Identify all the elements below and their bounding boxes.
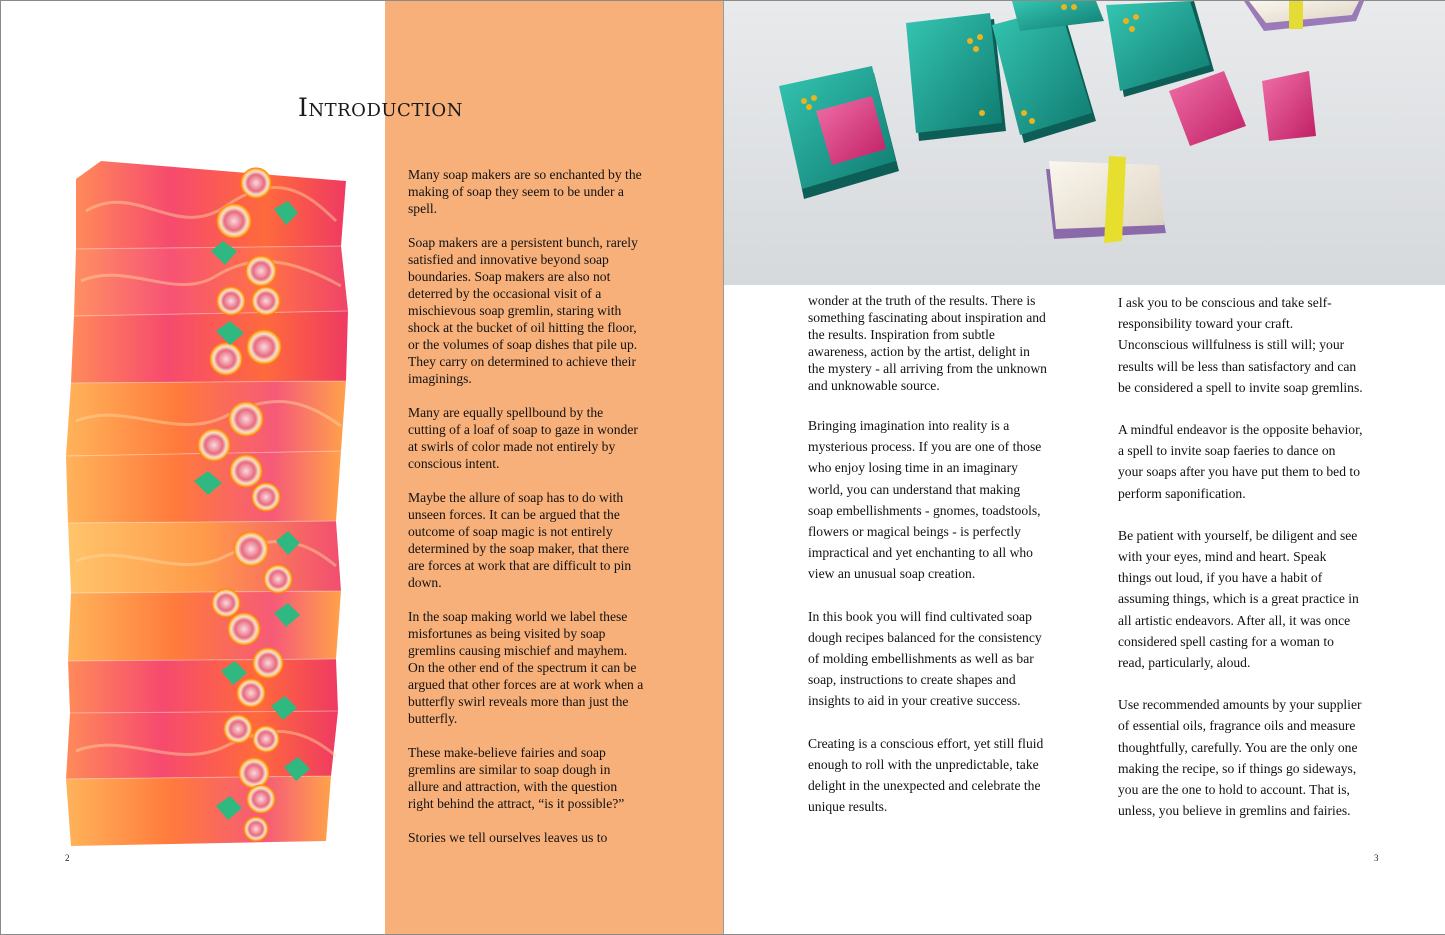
left-page: [1, 1, 724, 934]
soap-stack-photo: [56, 151, 366, 851]
paragraph: These make-believe fairies and soap gremlins are similar to soap dough in allure and attraction, with the question right behind the attract, “is it possible?”: [408, 745, 625, 811]
miniature-books-photo: [724, 1, 1445, 285]
paragraph: Use recommended amounts by your supplier of essential oils, fragrance oils and measure thoughtfully, carefully. You are the only one making the recipe, so if things go sideways, you are the one to hold to account. That is, unless, you believe in gremlins and fairies.: [1118, 697, 1362, 819]
paragraph: Many soap makers are so enchanted by the making of soap they seem to be under a spell.: [408, 167, 642, 216]
soap-bars: [66, 161, 348, 846]
page-number-right: 3: [1374, 853, 1379, 863]
intro-text-column: [408, 166, 644, 863]
paragraph: In the soap making world we label these misfortunes as being visited by soap gremlins causing mischief and mayhem. On the other end of the spectrum it can be argued that other forces are at work when a butterfly swirl reveals more than just the butterfly.: [408, 609, 644, 726]
teal-book: [906, 13, 1006, 141]
text-column-right: [1118, 292, 1363, 842]
magenta-book: [1262, 71, 1316, 141]
paragraph: Maybe the allure of soap has to do with unseen forces. It can be argued that the outcome of soap magic is not entirely determined by the soap maker, that there are forces at work that are difficult to pin down.: [408, 490, 632, 590]
paragraph: Creating is a conscious effort, yet still fluid enough to roll with the unpredictable, take delight in the unexpected and celebrate the unique results.: [808, 735, 1044, 815]
paragraph: In this book you will find cultivated soap dough recipes balanced for the consistency of molding embellishments as well as bar soap, instructions to create shapes and insights to aid in your creative success.: [808, 608, 1042, 709]
paragraph: I ask you to be conscious and take self-responsibility toward your craft. Unconscious willfulness is still will; your results will be less than satisfactory and can be considered a spell to invite soap gremlins.: [1118, 295, 1363, 395]
cream-book: [1046, 156, 1166, 243]
paragraph: Be patient with yourself, be diligent and see with your eyes, mind and heart. Speak things out loud, if you have a habit of assuming things, which is a great practice in all artistic endeavors. After all, it was once considered spell casting for a woman to read, particularly, aloud.: [1118, 527, 1359, 671]
right-page: [724, 1, 1445, 934]
chapter-title: Introduction: [298, 93, 463, 122]
text-column-left: [808, 292, 1048, 838]
paragraph: Bringing imagination into reality is a mysterious process. If you are one of those who enjoy losing time in an imaginary world, you can understand that making soap embellishments - gnomes, toadstools, flowers or magical beings - is perfectly impractical and yet enchanting to all who view an unusual soap creation.: [808, 418, 1042, 582]
paragraph: Stories we tell ourselves leaves us to: [408, 830, 608, 845]
paragraph: wonder at the truth of the results. There is something fascinating about inspiration and the results. Inspiration from subtle awareness, action by the artist, delight in the mystery - all arriving from the unknown and unknowable source.: [808, 293, 1047, 393]
paragraph: Soap makers are a persistent bunch, rarely satisfied and innovative beyond soap boundaries. Soap makers are also not deterred by the occasional visit of a mischievous soap gremlin, staring with shock at the bucket of oil hitting the floor, or the volumes of soap dishes that pile up. They carry on determined to achieve their imaginings.: [408, 235, 638, 386]
page-number-left: 2: [65, 853, 70, 863]
paragraph: Many are equally spellbound by the cutting of a loaf of soap to gaze in wonder at swirls of color made not entirely by conscious intent.: [408, 405, 638, 471]
paragraph: A mindful endeavor is the opposite behavior, a spell to invite soap faeries to dance on your soaps after you have put them to bed to perform saponification.: [1118, 422, 1363, 501]
